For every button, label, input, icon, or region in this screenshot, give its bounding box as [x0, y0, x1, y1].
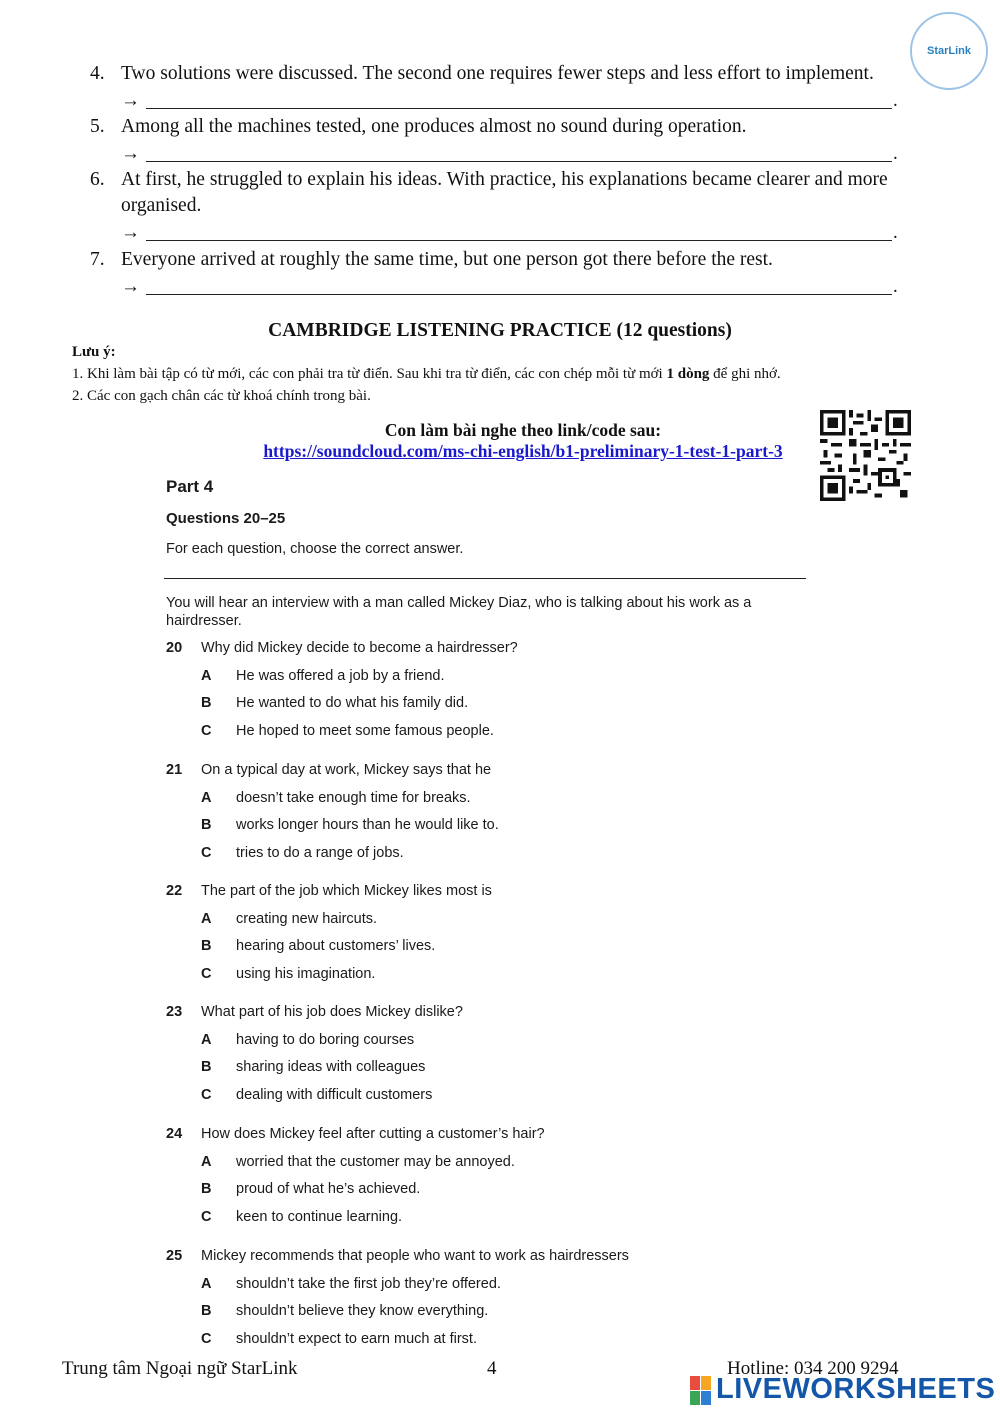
option-text-c[interactable]: keen to continue learning.	[236, 1208, 403, 1225]
question-number: 25	[166, 1248, 183, 1264]
option-letter-b[interactable]: B	[201, 1059, 212, 1075]
option-letter-b[interactable]: B	[201, 817, 212, 833]
option-text-c[interactable]: He hoped to meet some famous people.	[236, 722, 494, 739]
option-letter-a[interactable]: A	[201, 1153, 212, 1170]
option-text-b[interactable]: hearing about customers’ lives.	[236, 938, 436, 954]
option-text-b[interactable]: sharing ideas with colleagues	[236, 1059, 426, 1075]
note-1-text: 1. Khi làm bài tập có từ mới, các con phải tra từ điển. Sau khi tra từ điển, các con chép mỗi từ mới	[72, 366, 667, 382]
item-number: 5.	[90, 116, 105, 137]
liveworksheets-logo: LIVEWORKSHEETS	[716, 1373, 996, 1405]
option-letter-c[interactable]: C	[201, 722, 212, 739]
instruction: For each question, choose the correct answer.	[166, 541, 464, 557]
question-text: On a typical day at work, Mickey says that he	[201, 762, 492, 778]
option-letter-a[interactable]: A	[201, 910, 212, 927]
option-text-b[interactable]: He wanted to do what his family did.	[236, 695, 469, 711]
item-text: Everyone arrived at roughly the same time, but one person got there before the rest.	[121, 249, 773, 270]
item-text: At first, he struggled to explain his ideas. With practice, his explanations became clearer and more organised.	[121, 169, 888, 216]
item-number: 4.	[90, 63, 105, 84]
question-text: The part of the job which Mickey likes most is	[201, 883, 492, 899]
question-text: What part of his job does Mickey dislike?	[201, 1004, 463, 1020]
option-text-a[interactable]: shouldn’t take the first job they’re offered.	[236, 1275, 501, 1292]
arrow-icon: →	[121, 222, 140, 243]
item-text: Two solutions were discussed. The second one requires fewer steps and less effort to implement.	[121, 63, 874, 84]
qr-code-icon[interactable]	[820, 410, 911, 501]
answer-line[interactable]	[146, 108, 892, 109]
answer-line[interactable]	[146, 161, 892, 162]
option-text-a[interactable]: doesn’t take enough time for breaks.	[236, 789, 471, 806]
answer-period: .	[893, 90, 898, 111]
question-number: 24	[166, 1126, 183, 1142]
question-text: Why did Mickey decide to become a hairdresser?	[201, 640, 518, 656]
note-1	[72, 366, 781, 383]
note-2: 2. Các con gạch chân các từ khoá chính trong bài.	[72, 388, 371, 404]
arrow-icon: →	[121, 276, 140, 297]
option-letter-a[interactable]: A	[201, 1031, 212, 1048]
option-text-b[interactable]: works longer hours than he would like to.	[236, 817, 499, 833]
option-letter-a[interactable]: A	[201, 667, 212, 684]
answer-line[interactable]	[146, 294, 892, 295]
footer-center-name: Trung tâm Ngoại ngữ StarLink	[62, 1358, 298, 1379]
option-text-a[interactable]: creating new haircuts.	[236, 910, 378, 927]
item-number: 6.	[90, 169, 105, 190]
page-number: 4	[487, 1358, 497, 1379]
question-number: 21	[166, 762, 183, 778]
option-text-c[interactable]: dealing with difficult customers	[236, 1086, 433, 1103]
option-letter-a[interactable]: A	[201, 1275, 212, 1292]
option-letter-a[interactable]: A	[201, 789, 212, 806]
listening-title: Con làm bài nghe theo link/code sau:	[384, 420, 662, 440]
question-number: 23	[166, 1004, 183, 1020]
intro-text: You will hear an interview with a man called Mickey Diaz, who is talking about his work as a hairdresser.	[166, 595, 752, 629]
hotline: Hotline: 034 200 9294	[727, 1358, 899, 1379]
section-title: CAMBRIDGE LISTENING PRACTICE (12 questions)	[268, 320, 732, 341]
option-letter-c[interactable]: C	[201, 844, 212, 861]
soundcloud-link[interactable]: https://soundcloud.com/ms-chi-english/b1-preliminary-1-test-1-part-3	[263, 441, 783, 461]
option-text-a[interactable]: worried that the customer may be annoyed.	[236, 1153, 515, 1170]
option-text-b[interactable]: shouldn’t believe they know everything.	[236, 1303, 489, 1319]
option-letter-c[interactable]: C	[201, 1208, 212, 1225]
question-number: 20	[166, 640, 183, 656]
option-text-c[interactable]: using his imagination.	[236, 965, 376, 982]
option-letter-c[interactable]: C	[201, 1330, 212, 1347]
arrow-icon: →	[121, 143, 140, 164]
item-text: Among all the machines tested, one produces almost no sound during operation.	[121, 116, 747, 137]
question-text: How does Mickey feel after cutting a customer’s hair?	[201, 1126, 545, 1142]
option-text-c[interactable]: shouldn’t expect to earn much at first.	[236, 1330, 477, 1347]
notes-title: Lưu ý:	[72, 344, 116, 360]
answer-period: .	[893, 276, 898, 297]
item-number: 7.	[90, 249, 105, 270]
part-label: Part 4	[166, 477, 214, 496]
option-letter-c[interactable]: C	[201, 1086, 212, 1103]
option-text-b[interactable]: proud of what he’s achieved.	[236, 1181, 421, 1197]
option-text-a[interactable]: He was offered a job by a friend.	[236, 667, 445, 684]
option-text-c[interactable]: tries to do a range of jobs.	[236, 844, 404, 861]
option-letter-b[interactable]: B	[201, 938, 212, 954]
option-letter-b[interactable]: B	[201, 1303, 212, 1319]
option-text-a[interactable]: having to do boring courses	[236, 1031, 415, 1048]
option-letter-c[interactable]: C	[201, 965, 212, 982]
questions-label: Questions 20–25	[166, 510, 286, 527]
option-letter-b[interactable]: B	[201, 1181, 212, 1197]
answer-period: .	[893, 143, 898, 164]
starlink-logo	[910, 12, 988, 90]
note-1-bold: 1 dòng	[666, 366, 710, 382]
question-number: 22	[166, 883, 183, 899]
arrow-icon: →	[121, 90, 140, 111]
answer-line[interactable]	[146, 240, 892, 241]
answer-period: .	[893, 222, 898, 243]
logo-text: StarLink	[926, 45, 971, 57]
note-1-end: để ghi nhớ.	[709, 366, 781, 382]
divider	[164, 578, 806, 579]
liveworksheets-badge-icon	[690, 1376, 712, 1406]
question-text: Mickey recommends that people who want to work as hairdressers	[201, 1248, 629, 1264]
option-letter-b[interactable]: B	[201, 695, 212, 711]
